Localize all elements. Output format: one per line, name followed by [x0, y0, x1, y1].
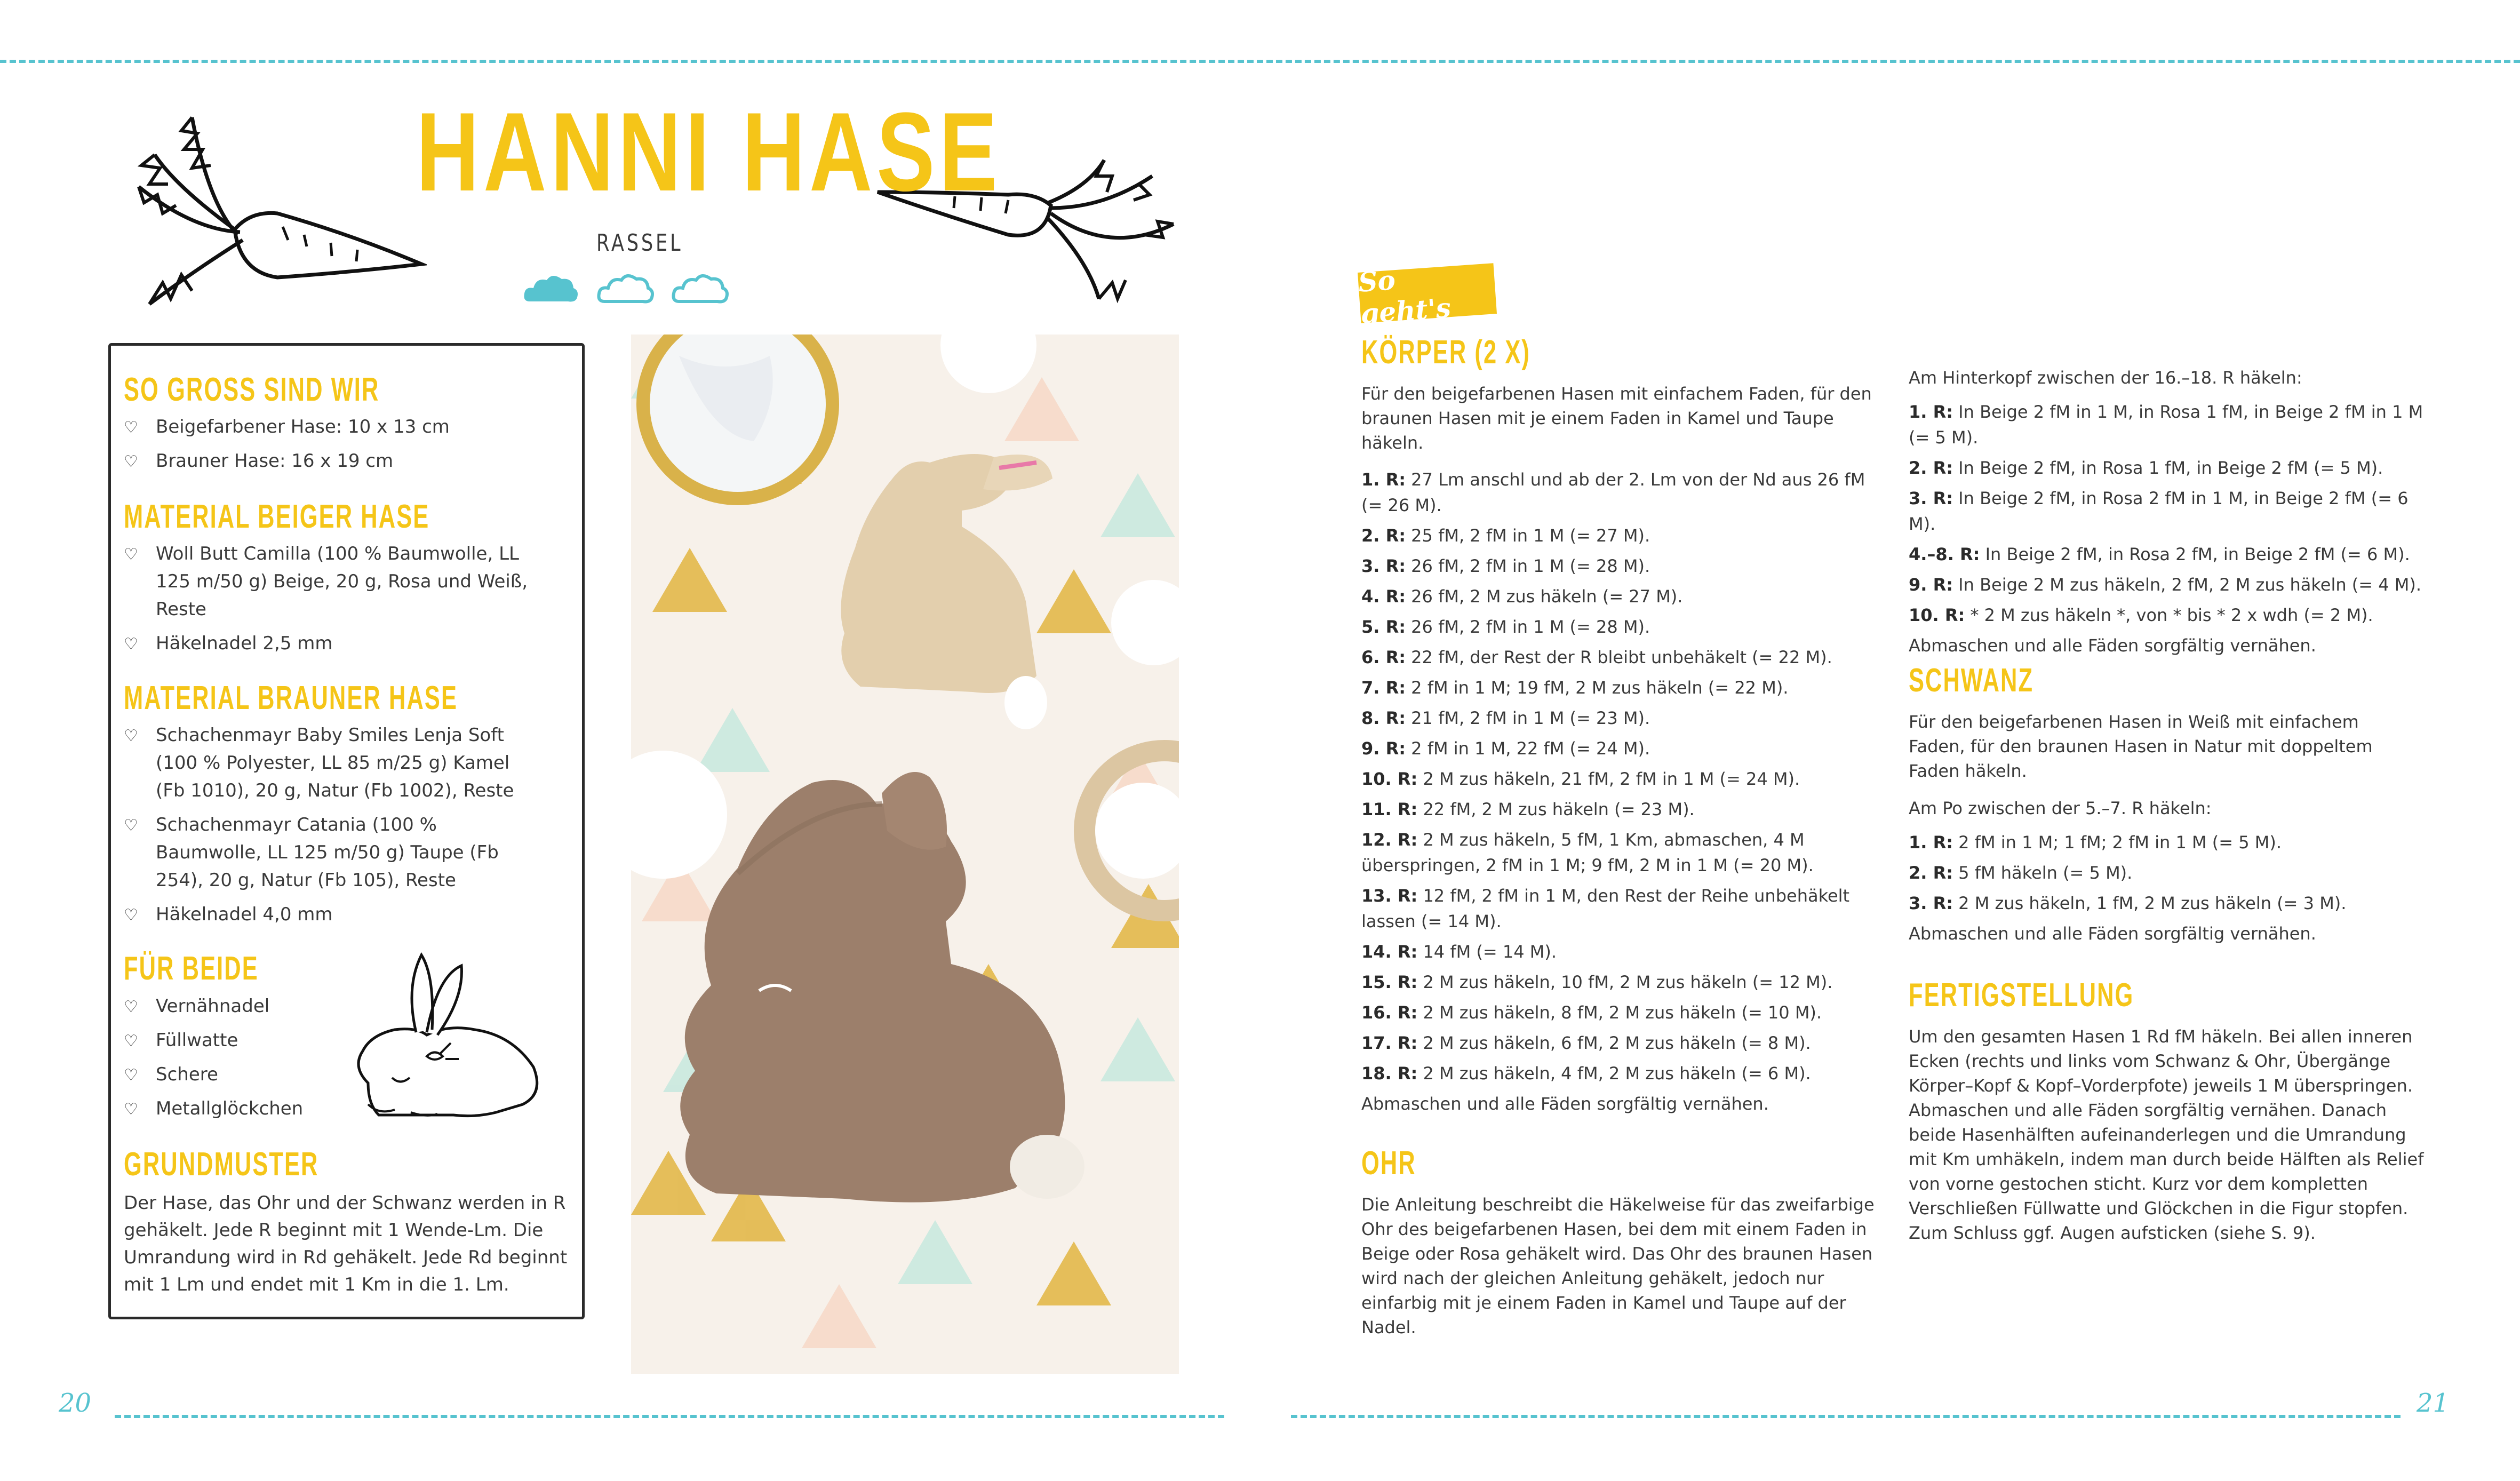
heart-bullet-icon: ♡ — [124, 998, 138, 1016]
list-item: 7. R: 2 fM in 1 M; 19 fM, 2 M zus häkeln (= 22 M). — [1361, 678, 1789, 698]
list-item: ♡ Häkelnadel 4,0 mm — [124, 901, 540, 928]
section-heading-koerper: KÖRPER (2 X) — [1361, 334, 1530, 371]
heart-bullet-icon: ♡ — [124, 452, 138, 471]
so-gehts-badge — [1357, 263, 1497, 330]
list-item: 10. R: * 2 M zus häkeln *, von * bis * 2 x wdh (= 2 M). — [1909, 605, 2373, 625]
heart-bullet-icon: ♡ — [124, 906, 138, 925]
heart-bullet-icon: ♡ — [124, 816, 138, 835]
list-item: 8. R: 21 fM, 2 fM in 1 M (= 23 M). — [1361, 708, 1650, 728]
schwanz-intro-2: Am Po zwischen der 5.–7. R häkeln: — [1909, 798, 2212, 818]
list-item: 4. R: 26 fM, 2 M zus häkeln (= 27 M). — [1361, 586, 1683, 607]
list-item: ♡ Schachenmayr Baby Smiles Lenja Soft (100 % Polyester, LL 85 m/25 g) Kamel (Fb 1010), 20 g, Natur (Fb 1002), Reste — [124, 721, 540, 805]
list-item: 3. R: 2 M zus häkeln, 1 fM, 2 M zus häkeln (= 3 M). — [1909, 893, 2347, 913]
cloud-icon — [520, 269, 744, 312]
list-item: 9. R: In Beige 2 M zus häkeln, 2 fM, 2 M zus häkeln (= 4 M). — [1909, 575, 2422, 595]
heart-bullet-icon: ♡ — [124, 545, 138, 564]
ohr-text: Die Anleitung beschreibt die Häkelweise für das zweifarbige Ohr des beigefarbenen Hasen, bei dem mit einem Faden in Beige oder Rosa gehäkelt wird. Das Ohr des braunen Hasen wird nach der gleichen Anleitung gehäkelt, jedoch nur einfarbig mit je einem Faden in Kamel und Taupe auf der Nadel. — [1361, 1195, 1875, 1337]
bottom-dashed-rule-right — [1291, 1415, 2401, 1418]
hinterkopf-intro: Am Hinterkopf zwischen der 16.–18. R häkeln: — [1909, 368, 2302, 388]
list-item: 13. R: 12 fM, 2 fM in 1 M, den Rest der Reihe unbehäkelt lassen (= 14 M). — [1361, 886, 1850, 931]
list-item: ♡ Brauner Hase: 16 x 19 cm — [124, 447, 561, 475]
material-beige-list — [124, 540, 529, 664]
section-heading-material-beige: MATERIAL BEIGER HASE — [124, 498, 430, 535]
schwanz-rows — [1909, 830, 2431, 951]
heart-bullet-icon: ♡ — [124, 727, 138, 745]
section-heading-ohr: OHR — [1361, 1145, 1416, 1182]
list-item: 16. R: 2 M zus häkeln, 8 fM, 2 M zus häkeln (= 10 M). — [1361, 1002, 1822, 1023]
list-item: ♡ Häkelnadel 2,5 mm — [124, 630, 529, 657]
fuer-beide-list — [124, 992, 348, 1129]
koerper-rows — [1361, 467, 1873, 1121]
product-photo — [631, 335, 1179, 1374]
section-heading-size: SO GROSS SIND WIR — [124, 371, 380, 408]
list-item: 1. R: 27 Lm anschl und ab der 2. Lm von der Nd aus 26 fM (= 26 M). — [1361, 469, 1865, 515]
top-dashed-rule — [0, 60, 2520, 63]
list-item: 15. R: 2 M zus häkeln, 10 fM, 2 M zus häkeln (= 12 M). — [1361, 972, 1833, 992]
heart-bullet-icon: ♡ — [124, 1100, 138, 1119]
fertigstellung-text: Um den gesamten Hasen 1 Rd fM häkeln. Bei allen inneren Ecken (rechts und links vom Schwanz & Ohr, Übergänge Körper–Kopf & Kopf–Vorderpfote) jeweils 1 M überspringen. Abmaschen und alle Fäden sorgfältig vernähen. Danach beide Hasenhälften aufeinanderlegen und die Umrandung mit Km umhäkeln, indem man durch beide Hälften als Relief von vorne gestochen sticht. Kurz vor dem kompletten Verschließen Füllwatte und Glöckchen in die Figur stopfen. Zum Schluss ggf. Augen aufsticken (siehe S. 9). — [1909, 1026, 2424, 1243]
list-item: 2. R: 25 fM, 2 fM in 1 M (= 27 M). — [1361, 525, 1650, 546]
list-item: 1. R: In Beige 2 fM in 1 M, in Rosa 1 fM, in Beige 2 fM in 1 M (= 5 M). — [1909, 402, 2423, 448]
grundmuster-text: Der Hase, das Ohr und der Schwanz werden in R gehäkelt. Jede R beginnt mit 1 Wende-Lm. Die Umrandung wird in Rd gehäkelt. Jede Rd beginnt mit 1 Lm und endet mit 1 Km in die 1. Lm. — [124, 1192, 568, 1295]
section-heading-fuer-beide: FÜR BEIDE — [124, 950, 259, 987]
bunny-illustration — [347, 944, 549, 1142]
size-list — [124, 413, 561, 481]
list-item: 6. R: 22 fM, der Rest der R bleibt unbehäkelt (= 22 M). — [1361, 647, 1832, 667]
list-item: Abmaschen und alle Fäden sorgfältig vernähen. — [1909, 923, 2316, 944]
list-item: 11. R: 22 fM, 2 M zus häkeln (= 23 M). — [1361, 799, 1695, 819]
page-title: HANNI HASE — [416, 89, 1002, 214]
schwanz-intro: Für den beigefarbenen Hasen in Weiß mit einfachem Faden, für den braunen Hasen in Natur mit doppeltem Faden häkeln. — [1909, 712, 2373, 781]
list-item: ♡ Schachenmayr Catania (100 % Baumwolle, LL 125 m/50 g) Taupe (Fb 254), 20 g, Natur (Fb 105), Reste — [124, 811, 540, 894]
list-item: Abmaschen und alle Fäden sorgfältig vernähen. — [1361, 1094, 1769, 1114]
page-number-left: 20 — [59, 1388, 92, 1418]
list-item: 12. R: 2 M zus häkeln, 5 fM, 1 Km, abmaschen, 4 M überspringen, 2 fM in 1 M; 9 fM, 2 M in 1 M (= 20 M). — [1361, 830, 1814, 875]
list-item: 9. R: 2 fM in 1 M, 22 fM (= 24 M). — [1361, 738, 1650, 759]
section-heading-fertigstellung: FERTIGSTELLUNG — [1909, 977, 2134, 1014]
list-item: Abmaschen und alle Fäden sorgfältig vernähen. — [1909, 635, 2316, 656]
list-item: 2. R: In Beige 2 fM, in Rosa 1 fM, in Beige 2 fM (= 5 M). — [1909, 458, 2383, 478]
hinterkopf-rows — [1909, 399, 2431, 663]
heart-bullet-icon: ♡ — [124, 635, 138, 654]
list-item: ♡ Vernähnadel — [124, 992, 348, 1020]
list-item: 18. R: 2 M zus häkeln, 4 fM, 2 M zus häkeln (= 6 M). — [1361, 1063, 1811, 1084]
list-item: 4.–8. R: In Beige 2 fM, in Rosa 2 fM, in Beige 2 fM (= 6 M). — [1909, 544, 2410, 564]
heart-bullet-icon: ♡ — [124, 1032, 138, 1050]
list-item: 14. R: 14 fM (= 14 M). — [1361, 942, 1557, 962]
list-item: 3. R: 26 fM, 2 fM in 1 M (= 28 M). — [1361, 556, 1650, 576]
list-item: 5. R: 26 fM, 2 fM in 1 M (= 28 M). — [1361, 617, 1650, 637]
list-item: ♡ Woll Butt Camilla (100 % Baumwolle, LL 125 m/50 g) Beige, 20 g, Rosa und Weiß, Reste — [124, 540, 529, 623]
list-item: ♡ Metallglöckchen — [124, 1095, 348, 1122]
page-subtitle: RASSEL — [596, 229, 683, 257]
list-item: ♡ Füllwatte — [124, 1026, 348, 1054]
koerper-intro: Für den beigefarbenen Hasen mit einfachem Faden, für den braunen Hasen mit je einem Faden in Kamel und Taupe häkeln. — [1361, 384, 1872, 453]
badge-label: So geht's — [1357, 264, 1452, 330]
bottom-dashed-rule-left — [115, 1415, 1224, 1418]
section-heading-material-braun: MATERIAL BRAUNER HASE — [124, 680, 458, 716]
list-item: 17. R: 2 M zus häkeln, 6 fM, 2 M zus häkeln (= 8 M). — [1361, 1033, 1811, 1053]
page-number-right: 21 — [2417, 1388, 2450, 1418]
list-item: ♡ Schere — [124, 1061, 348, 1088]
list-item: 2. R: 5 fM häkeln (= 5 M). — [1909, 863, 2133, 883]
heart-bullet-icon: ♡ — [124, 1066, 138, 1085]
list-item: ♡ Beigefarbener Hase: 10 x 13 cm — [124, 413, 561, 441]
section-heading-grundmuster: GRUNDMUSTER — [124, 1146, 319, 1183]
list-item: 10. R: 2 M zus häkeln, 21 fM, 2 fM in 1 M (= 24 M). — [1361, 769, 1800, 789]
section-heading-schwanz: SCHWANZ — [1909, 662, 2034, 699]
list-item: 3. R: In Beige 2 fM, in Rosa 2 fM in 1 M, in Beige 2 fM (= 6 M). — [1909, 488, 2409, 534]
material-braun-list — [124, 721, 540, 935]
heart-bullet-icon: ♡ — [124, 418, 138, 437]
carrot-icon — [128, 107, 427, 309]
list-item: 1. R: 2 fM in 1 M; 1 fM; 2 fM in 1 M (= 5 M). — [1909, 832, 2282, 853]
